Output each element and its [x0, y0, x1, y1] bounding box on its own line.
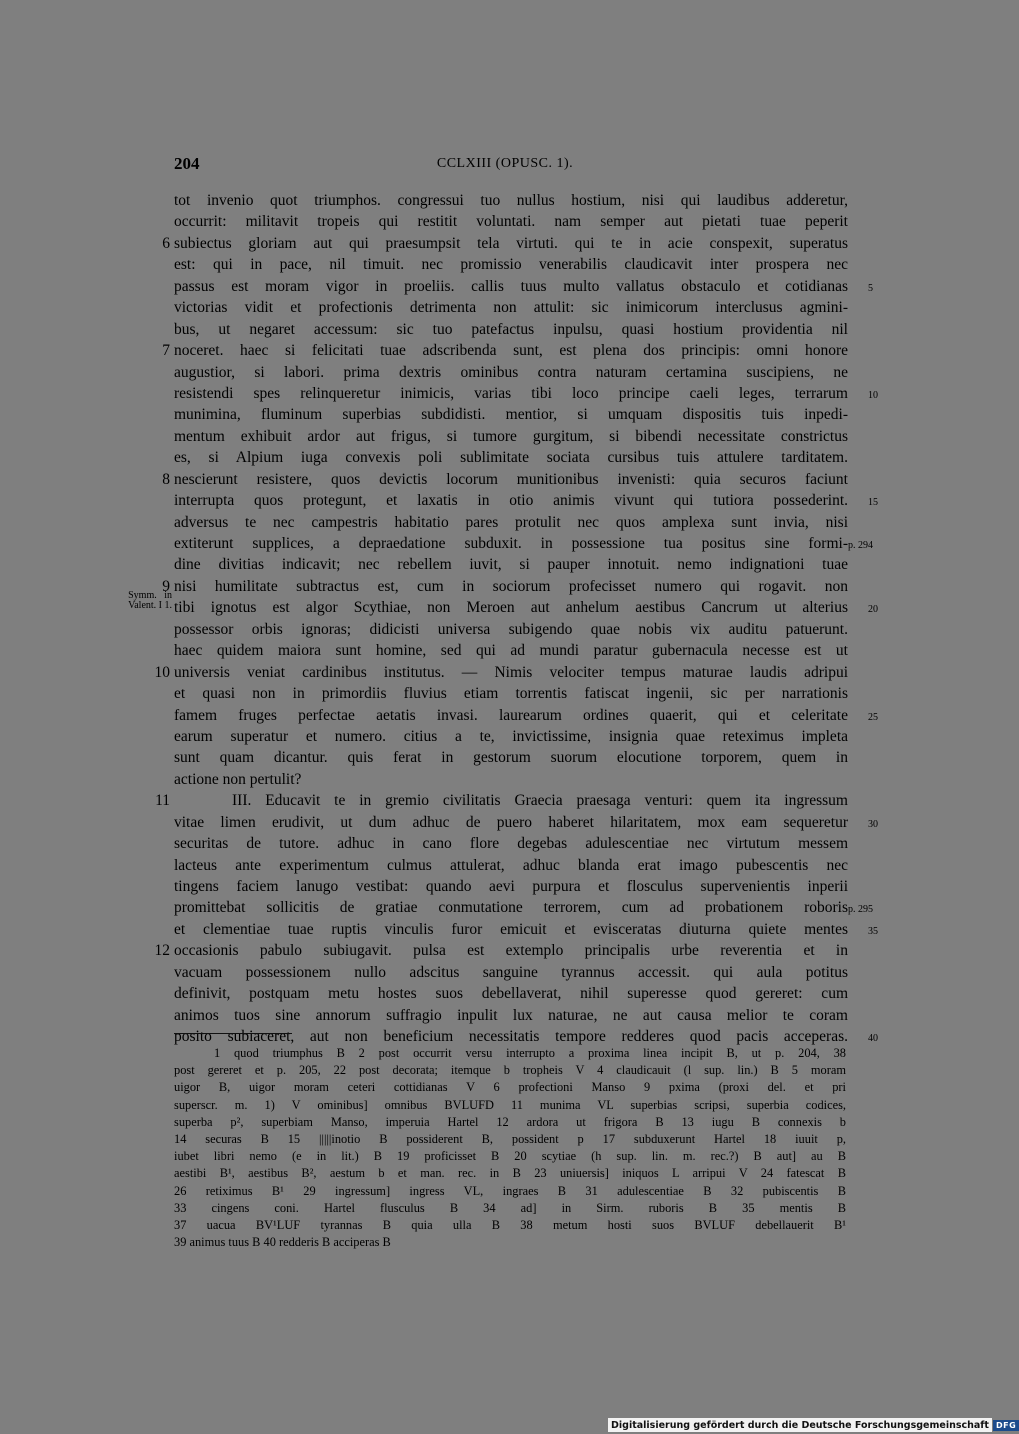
line-text: vacuam possessionem nullo adscitus sanguine tyrannus accessit. qui aula potitus [174, 963, 848, 981]
page-reference: p. 294 [848, 540, 873, 551]
text-line [174, 747, 848, 768]
line-text: securitas de tutore. adhuc in cano flore degebas adulescentiae nec virtutum messem [174, 835, 848, 853]
line-text: tingens faciem lanugo vestibat: quando aevi purpura et flosculus supervenientis inperii [174, 878, 848, 895]
text-line [174, 276, 873, 297]
line-number: 25 [868, 711, 878, 723]
text-line [174, 383, 878, 404]
running-head: CCLXIII (OPUSC. 1). [436, 156, 574, 171]
line-number: 10 [868, 389, 878, 401]
text-line [174, 554, 848, 575]
line-text: animos tuos sine annorum suffragio inpulit lux naturae, ne aut causa melior te coram [174, 1006, 848, 1024]
apparatus-line: aestibi B¹, aestibus B², aestum b et man. rec. in B 23 uniuersis] iniquos L arripui V 24 fatescat B [174, 1166, 846, 1181]
line-text: augustior, si labori. prima dextris ominibus contra naturam certamina suscipiens, ne [174, 363, 848, 381]
line-number: 15 [868, 497, 878, 509]
line-text: et quasi non in primordiis fluvius etiam torrentis fatiscat ingenii, sic per narrationis [174, 685, 848, 703]
line-text: victorias vidit et profectionis detrimenta non attulit: sic inimicorum interclusus agmini- [174, 299, 848, 317]
line-number: 30 [868, 818, 878, 830]
line-text: lacteus ante experimentum culmus attulerat, adhuc blanda erat imago pubescentis nec [174, 856, 848, 874]
line-text: extiterunt supplices, a depraedatione subduxit. in possessione tua positus sine formi- [174, 535, 848, 552]
line-text: tot invenio quot triumphos. congressui tuo nullus hostium, nisi qui laudibus adderetur, [174, 192, 848, 209]
apparatus-line: superscr. m. 1) V ominibus] omnibus BVLUFD 11 munima VL superbias scripsi, superbia codices, [174, 1097, 846, 1112]
apparatus-line: 26 retiximus B¹ 29 ingressum] ingress VL, ingraes B 31 adulescentiae B 32 pubiscentis B [174, 1183, 846, 1198]
text-line [174, 211, 848, 232]
line-text: et clementiae tuae ruptis vinculis furor emicuit et evisceratas diuturna quiete mentes [174, 920, 848, 938]
apparatus-line: 1 quod triumphus B 2 post occurrit versu interrupto a proxima linea incipit B, ut p. 204, 38 [214, 1046, 846, 1060]
text-line [128, 590, 878, 618]
apparatus-line: 39 animus tuus B 40 redderis B acciperas B [174, 1235, 391, 1250]
text-line [174, 512, 848, 533]
text-line [174, 726, 848, 747]
text-line [174, 490, 878, 511]
footnote-rule [174, 1033, 292, 1034]
text-line [174, 919, 878, 940]
line-text: actione non pertulit? [174, 770, 302, 788]
text-line [174, 876, 848, 897]
line-text: earum superatur et numero. citius a te, invictissime, insignia quae reteximus impleta [174, 727, 848, 745]
footer-banner[interactable] [608, 1418, 1017, 1432]
section-number: 9 [162, 577, 170, 595]
section-number: 8 [162, 470, 170, 488]
text-line [174, 297, 848, 318]
margin-note: Symm. in Valent. I 1. [128, 590, 172, 612]
text-line [174, 447, 848, 468]
page-reference: p. 295 [848, 904, 873, 916]
page-header [0, 154, 1000, 178]
line-text: nescierunt resistere, quos devictis locorum munitionibus invenisti: quia securos faciunt [174, 470, 848, 488]
apparatus-line: 33 cingens coni. Hartel flusculus B 34 ad] in Sirm. ruboris B 35 mentis B [174, 1200, 846, 1215]
section-number: 6 [162, 234, 170, 252]
text-line [154, 940, 848, 961]
text-line [162, 340, 848, 361]
text-line [174, 190, 848, 211]
line-text: famem fruges perfectae aetatis invasi. laurearum ordines quaerit, qui et celeritate [174, 706, 848, 724]
line-number: 5 [868, 282, 873, 294]
text-line [174, 533, 873, 554]
text-line [174, 426, 848, 447]
line-text: promittebat sollicitis de gratiae conmutatione terrorem, cum ad probationem roboris [174, 899, 848, 917]
text-line [162, 576, 848, 597]
line-text: mentum exhibuit ardor aut frigus, si tumore gurgitum, si bibendi necessitate constrictus [174, 427, 848, 445]
line-text: subiectus gloriam aut qui praesumpsit tela virtuti. qui te in acie conspexit, superatus [174, 234, 848, 252]
dfg-logo: DFG [993, 1420, 1019, 1431]
line-text: universis veniat cardinibus institutus. — Nimis velociter tempus maturae laudis adripui [174, 663, 848, 681]
apparatus-line: 14 securas B 15 |||||inotio B possiderent B, possident p 17 subduxerunt Hartel 18 iuuit p, [174, 1131, 846, 1146]
funding-notice: Digitalisierung gefördert durch die Deutsche Forschungsgemeinschaft [611, 1419, 989, 1431]
text-line [174, 404, 848, 425]
line-number: 35 [868, 925, 878, 937]
text-line [174, 897, 873, 918]
line-text: bus, ut negaret accessum: sic tuo patefactus inpulsu, quasi hostium providentia nil [174, 320, 848, 338]
text-line [174, 833, 848, 854]
text-line [174, 962, 848, 983]
text-line [174, 769, 848, 790]
text-line [174, 812, 878, 833]
text-line [162, 469, 848, 490]
line-text: munimina, fluminum superbias subdidisti. mentior, si umquam dispositis tuis inpedi- [174, 406, 848, 424]
critical-apparatus [174, 1045, 846, 1251]
line-text: tibi ignotus est algor Scythiae, non Meroen aut anhelum aestibus Cancrum ut alterius [174, 599, 848, 617]
text-line [174, 319, 848, 340]
text-line [174, 983, 848, 1004]
line-text: nisi humilitate subtractus est, cum in sociorum profecisset numero qui rogavit. non [174, 577, 848, 595]
line-text: posito subiaceret, aut non beneficium necessitatis tempore redderes quod pacis acceperas. [174, 1028, 848, 1046]
line-text: est: qui in pace, nil timuit. nec promissio venerabilis claudicavit inter prospera nec [174, 256, 848, 274]
line-text: passus est moram vigor in proeliis. callis tuus multo vallatus obstaculo et cotidianas [174, 277, 848, 295]
line-text: noceret. haec si felicitati tuae adscribenda sunt, est plena dos principis: omni honore [174, 342, 848, 360]
line-number: 20 [868, 604, 878, 616]
text-line [174, 254, 848, 275]
text-line [174, 619, 848, 640]
apparatus-line: iubet libri nemo (e in lit.) B 19 proficisset B 20 scytiae (h sup. lin. m. rec.?) B aut] au B [174, 1149, 846, 1164]
line-text: dine divitias indicavit; nec rebellem iuvit, si pauper innotuit. nemo indignationi tuae [174, 556, 848, 574]
page-number: 204 [174, 154, 200, 173]
text-line [174, 1005, 848, 1026]
main-text [128, 190, 878, 1048]
apparatus-line: 37 uacua BV¹LUF tyrannas B quia ulla B 38 metum hosti suos BVLUF debellauerit B¹ [174, 1217, 846, 1232]
line-text: es, si Alpium iuga convexis poli sublimitate sociata cursibus tuis attulere tarditatem. [174, 449, 848, 467]
text-line [174, 640, 848, 661]
section-number: 7 [162, 342, 170, 360]
line-text: resistendi spes relinqueretur inimicis, varias tibi loco principe caeli leges, terrarum [174, 384, 848, 402]
line-text: vitae limen erudivit, ut dum adhuc de puero haberet hilaritatem, mox eam sequeretur [174, 813, 848, 831]
apparatus-line: uigor B, uigor moram ceteri cottidianas V 6 profectioni Manso 9 pxima (proxi del. et pri [174, 1080, 846, 1095]
line-text: occurrit: militavit tropeis qui restitit voluntati. nam semper aut pietati tuae peperit [174, 213, 848, 231]
apparatus-line: post gereret et p. 205, 22 post decorata; itemque b tropheis V 4 claudicauit (l sup. lin.) B 5 moram [174, 1063, 846, 1078]
line-text: sunt quam dicantur. quis ferat in gestorum suorum elocutione torporem, quem in [174, 749, 848, 767]
text-line [174, 683, 848, 704]
line-text: III. Educavit te in gremio civilitatis Graecia praesaga venturi: quem ita ingressum [232, 792, 848, 810]
apparatus-line: superba p², superbiam Manso, imperuia Hartel 12 ardora ut frigora B 13 iugu B connexis b [174, 1114, 846, 1129]
text-line [174, 705, 878, 726]
text-line [155, 790, 848, 811]
line-text: adversus te nec campestris habitatio pares protulit nec quos amplexa sunt invia, nisi [174, 513, 848, 531]
line-text: haec quidem maiora sunt homine, sed qui ad mundi paratur gubernacula necesse est ut [174, 642, 848, 660]
text-line [162, 233, 848, 254]
line-text: definivit, postquam metu hostes suos debellaverat, nihil superesse quod gereret: cum [174, 985, 848, 1003]
line-text: interrupta quos protegunt, et laxatis in otio animis vivunt qui tutiora possederint. [174, 492, 848, 510]
section-number: 11 [155, 792, 170, 810]
line-text: possessor orbis ignoras; didicisti universa subigendo quae nobis vix auditu patuerunt. [174, 620, 848, 638]
line-text: occasionis pabulo subiugavit. pulsa est extemplo principalis urbe reverentia et in [174, 942, 848, 960]
section-number: 10 [154, 663, 170, 681]
line-number: 40 [868, 1033, 878, 1045]
section-number: 12 [154, 942, 170, 960]
text-line [174, 855, 848, 876]
text-line [174, 362, 848, 383]
text-line [154, 662, 848, 683]
